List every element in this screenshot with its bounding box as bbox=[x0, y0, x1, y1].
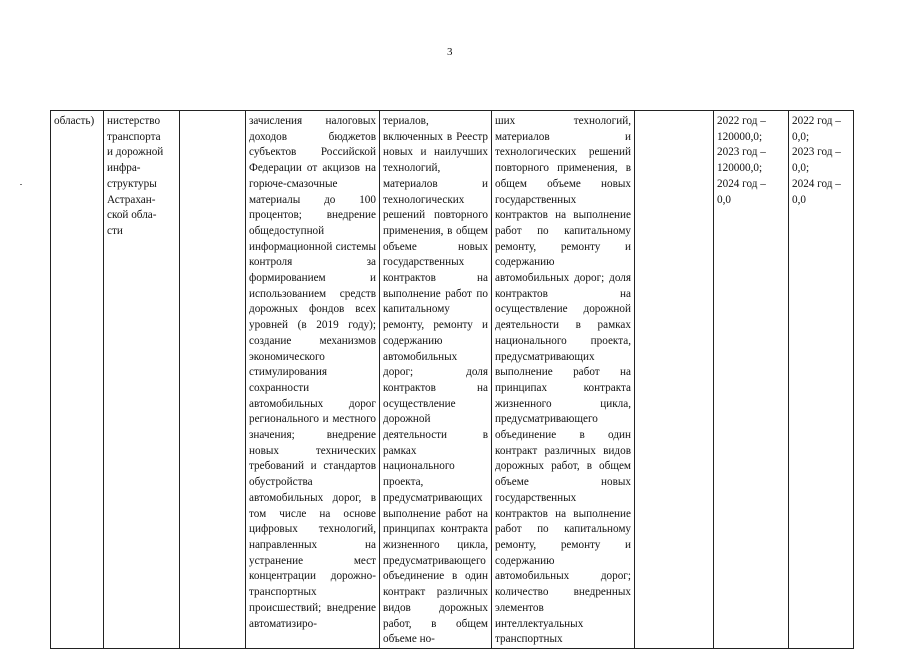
results-cell bbox=[492, 111, 635, 649]
empty-cell-3 bbox=[180, 111, 246, 649]
measures-cell bbox=[246, 111, 380, 649]
measures-text: зачисления налоговых доходов бюджетов субъектов Российской Федерации от акцизов на горюче-смазочные материалы до 100 процентов; внедрение общедоступной информационной системы контроля за формированием и использованием средств дорожных фондов всех уровней (в 2019 году); создание механизмов экономического стимулирования сохранности автомобильных дорог регионального и местного значения; внедрение новых технических требований и стандартов обустройства автомобильных дорог, в том числе на основе цифровых технологий, направленных на устранение мест концентрации дорожно-транспортных происшествий; внедрение автоматизиро- bbox=[249, 115, 376, 630]
region-cell bbox=[51, 111, 104, 649]
funding-text-1: 2022 год – 120000,0; 2023 год – 120000,0; 2024 год – 0,0 bbox=[717, 115, 766, 206]
results-text: ших технологий, материалов и технологических решений повторного применения, в общем объеме новых государственных контрактов на выполнение работ по капитальному ремонту, ремонту и содержанию автомобильных дорог; доля контрактов на осуществление дорожной деятельности в рамках национального проекта, предусматривающих выполнение работ на принципах контракта жизненного цикла, предусматривающего объединение в один контракт различных видов дорожных работ, в общем объеме новых государственных контрактов на выполнение работ по капитальному ремонту, ремонту и содержанию автомобильных дорог; количество внедренных элементов интеллектуальных транспортных bbox=[495, 115, 631, 646]
funding-text-2: 2022 год – 0,0; 2023 год – 0,0; 2024 год – 0,0 bbox=[792, 115, 841, 206]
indicators-cell bbox=[380, 111, 492, 649]
region-text: область) bbox=[54, 115, 95, 127]
document-table bbox=[50, 110, 854, 649]
executor-text: нистерство транспорта и дорожной инфра- структуры Астрахан- ской обла- сти bbox=[107, 115, 164, 237]
executor-cell bbox=[104, 111, 180, 649]
page-number: 3 bbox=[447, 46, 453, 58]
funding-cell-1 bbox=[714, 111, 789, 649]
table-row bbox=[51, 111, 854, 649]
scan-speck bbox=[20, 184, 22, 185]
empty-cell-7 bbox=[635, 111, 714, 649]
indicators-text: териалов, включенных в Реестр новых и наилучших технологий, материалов и технологических решений повторного применения, в общем объеме новых государственных контрактов на выполнение работ по капитальному ремонту, ремонту и содержанию автомобильных дорог; доля контрактов на осуществление дорожной деятельности в рамках национального проекта, предусматривающих выполнение работ на принципах контракта жизненного цикла, предусматривающего объединение в один контракт различных видов дорожных работ, в общем объеме но- bbox=[383, 115, 488, 646]
funding-cell-2 bbox=[789, 111, 854, 649]
